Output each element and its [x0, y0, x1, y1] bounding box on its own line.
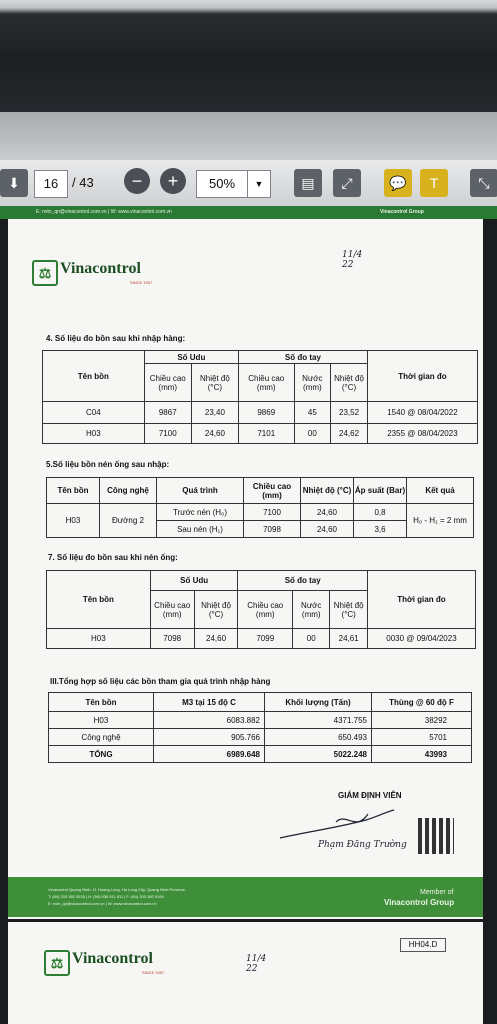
monitor-bezel [0, 0, 497, 112]
th-mass: Khối lượng (Tấn) [265, 693, 372, 712]
cell: 0,8 [354, 504, 407, 521]
th-height: Chiều cao (mm) [150, 591, 194, 629]
qr-code-icon [418, 818, 454, 854]
zoom-out-button[interactable]: − [124, 168, 150, 194]
logo-name: Vinacontrol [60, 260, 141, 277]
cell: 6083.882 [154, 712, 265, 729]
th-tank: Tên bồn [49, 693, 154, 712]
th-temp: Nhiệt độ (°C) [191, 364, 238, 402]
handwritten-note: 11/4 22 [342, 250, 363, 270]
cell: 7099 [238, 629, 293, 649]
cell: 38292 [372, 712, 472, 729]
cell: 5022.248 [265, 746, 372, 763]
cell: 6989.648 [154, 746, 265, 763]
footer-address: Vinacontrol Quang Ninh: 11 Hoang Long, Ha Long City, Quang Ninh Province [48, 887, 185, 892]
fit-page-icon[interactable]: ▤ [294, 169, 322, 197]
th-temp2: Nhiệt độ (°C) [331, 364, 368, 402]
table-row [43, 402, 478, 424]
th-m3: M3 tại 15 độ C [154, 693, 265, 712]
cell: 7098 [150, 629, 194, 649]
page2-logo-name: Vinacontrol [72, 950, 153, 967]
cell: H03 [43, 424, 145, 444]
cell: 3,6 [354, 521, 407, 538]
cell: Sau nén (H₁) [157, 521, 244, 538]
section-5-title: 5.Số liệu bồn nén ống sau nhập: [46, 460, 170, 469]
cell: 1540 @ 08/04/2022 [367, 402, 477, 424]
cell: 7100 [144, 424, 191, 444]
cell: 43993 [372, 746, 472, 763]
cell: 7100 [244, 504, 301, 521]
scale-icon: ⚖ [32, 260, 58, 286]
window-top-band [0, 112, 497, 160]
footer-member-label: Member of [420, 889, 454, 896]
cell: 45 [294, 402, 331, 424]
section-4-title: 4. Số liệu đo bồn sau khi nhập hàng: [46, 334, 186, 343]
current-page-input[interactable]: 16 [34, 170, 68, 198]
th-barrel: Thùng @ 60 độ F [372, 693, 472, 712]
th-temp2: Nhiệt độ (°C) [330, 591, 367, 629]
cell: H03 [47, 504, 100, 538]
th-height2: Chiều cao (mm) [238, 364, 294, 402]
cell: 24,61 [330, 629, 367, 649]
total-pages: / 43 [72, 175, 94, 190]
vinacontrol-logo [32, 258, 182, 288]
footer-phone: T: (84) 203 382 5535 | H: (84) 936 911 811 | F: (84) 203 382 6169 [48, 894, 164, 899]
th-tank: Tên bồn [47, 571, 151, 629]
cell: 24,60 [301, 504, 354, 521]
document-footer [8, 877, 483, 917]
th-time: Thời gian đo [367, 351, 477, 402]
th-tank: Tên bồn [43, 351, 145, 402]
cell: 9869 [238, 402, 294, 424]
th-process: Quá trình [157, 478, 244, 504]
cell: 23,40 [191, 402, 238, 424]
page2-handwritten-note: 11/4 22 [246, 954, 267, 974]
th-water: Nước (mm) [293, 591, 330, 629]
header-group: Vinacontrol Group [380, 209, 424, 215]
cell: 00 [294, 424, 331, 444]
cell: 650.493 [265, 729, 372, 746]
table-section-5 [46, 477, 474, 538]
table-row [49, 712, 472, 729]
cell: TỔNG [49, 746, 154, 763]
cell: 24,60 [194, 629, 238, 649]
header-contact: E: nvtn_qn@vinacontrol.com.vn | W: www.vinacontrol.com.vn [36, 209, 172, 215]
table-section-4 [42, 350, 478, 444]
th-pressure: Áp suất (Bar) [354, 478, 407, 504]
cell: 24,60 [301, 521, 354, 538]
comment-icon[interactable]: 💬 [384, 169, 412, 197]
th-water: Nước (mm) [294, 364, 331, 402]
scale-icon: ⚖ [44, 950, 70, 976]
th-temp: Nhiệt độ (°C) [194, 591, 238, 629]
footer-contact: E: nvtn_qn@vinacontrol.com.vn | W: www.vinacontrol.com.vn [48, 901, 157, 906]
fit-width-icon[interactable]: ⤢ [333, 169, 361, 197]
cell: Trước nén (H₀) [157, 504, 244, 521]
th-tank: Tên bồn [47, 478, 100, 504]
section-3-title: III.Tổng hợp số liệu các bồn tham gia quá trình nhập hàng [50, 677, 271, 686]
th-height2: Chiều cao (mm) [238, 591, 293, 629]
cell: Công nghệ [49, 729, 154, 746]
cell: 4371.755 [265, 712, 372, 729]
cell: 7101 [238, 424, 294, 444]
table-row [47, 504, 474, 521]
expand-icon[interactable]: ⤡ [470, 169, 497, 197]
cell: 7098 [244, 521, 301, 538]
page2-logo [44, 948, 194, 978]
section-7-title: 7. Số liệu đo bồn sau khi nén ống: [48, 553, 178, 562]
table-row [43, 424, 478, 444]
cell: 0030 @ 09/04/2023 [367, 629, 475, 649]
th-time: Thời gian đo [367, 571, 475, 629]
cell: 24,60 [191, 424, 238, 444]
document-header-strip [0, 206, 497, 219]
cell: H₀ - H₁ = 2 mm [407, 504, 474, 538]
cell: Đường 2 [100, 504, 157, 538]
th-manual: Số đo tay [238, 351, 367, 364]
table-section-7 [46, 570, 476, 649]
cell: 00 [293, 629, 330, 649]
cell: 23,52 [331, 402, 368, 424]
page2-logo-since: SINCE 1957 [142, 970, 165, 975]
zoom-dropdown-chevron-icon[interactable]: ▼ [247, 170, 271, 198]
footer-member-group: Vinacontrol Group [384, 898, 455, 907]
cell: H03 [49, 712, 154, 729]
cell: 2355 @ 08/04/2023 [367, 424, 477, 444]
th-udu: Số Udu [144, 351, 238, 364]
logo-since: SINCE 1957 [130, 280, 153, 285]
table-row [47, 629, 476, 649]
cell: C04 [43, 402, 145, 424]
th-temp: Nhiệt độ (°C) [301, 478, 354, 504]
table-row [49, 746, 472, 763]
inspector-title: GIÁM ĐỊNH VIÊN [338, 791, 402, 800]
th-tech: Công nghệ [100, 478, 157, 504]
cell: 905.766 [154, 729, 265, 746]
inspector-signature: Phạm Đăng Trường [318, 840, 407, 850]
th-manual: Số đo tay [238, 571, 367, 591]
page-down-icon[interactable]: ⬇ [0, 169, 28, 197]
highlight-icon[interactable]: T [420, 169, 448, 197]
table-row [49, 729, 472, 746]
cell: 24,62 [331, 424, 368, 444]
th-result: Kết quả [407, 478, 474, 504]
table-section-3 [48, 692, 472, 763]
th-height: Chiều cao (mm) [244, 478, 301, 504]
zoom-in-button[interactable]: + [160, 168, 186, 194]
th-udu: Số Udu [150, 571, 238, 591]
cell: 9867 [144, 402, 191, 424]
zoom-field[interactable]: 50% [196, 170, 248, 198]
th-height: Chiều cao (mm) [144, 364, 191, 402]
cell: 5701 [372, 729, 472, 746]
cell: H03 [47, 629, 151, 649]
page2-badge: HH04.D [400, 938, 446, 952]
